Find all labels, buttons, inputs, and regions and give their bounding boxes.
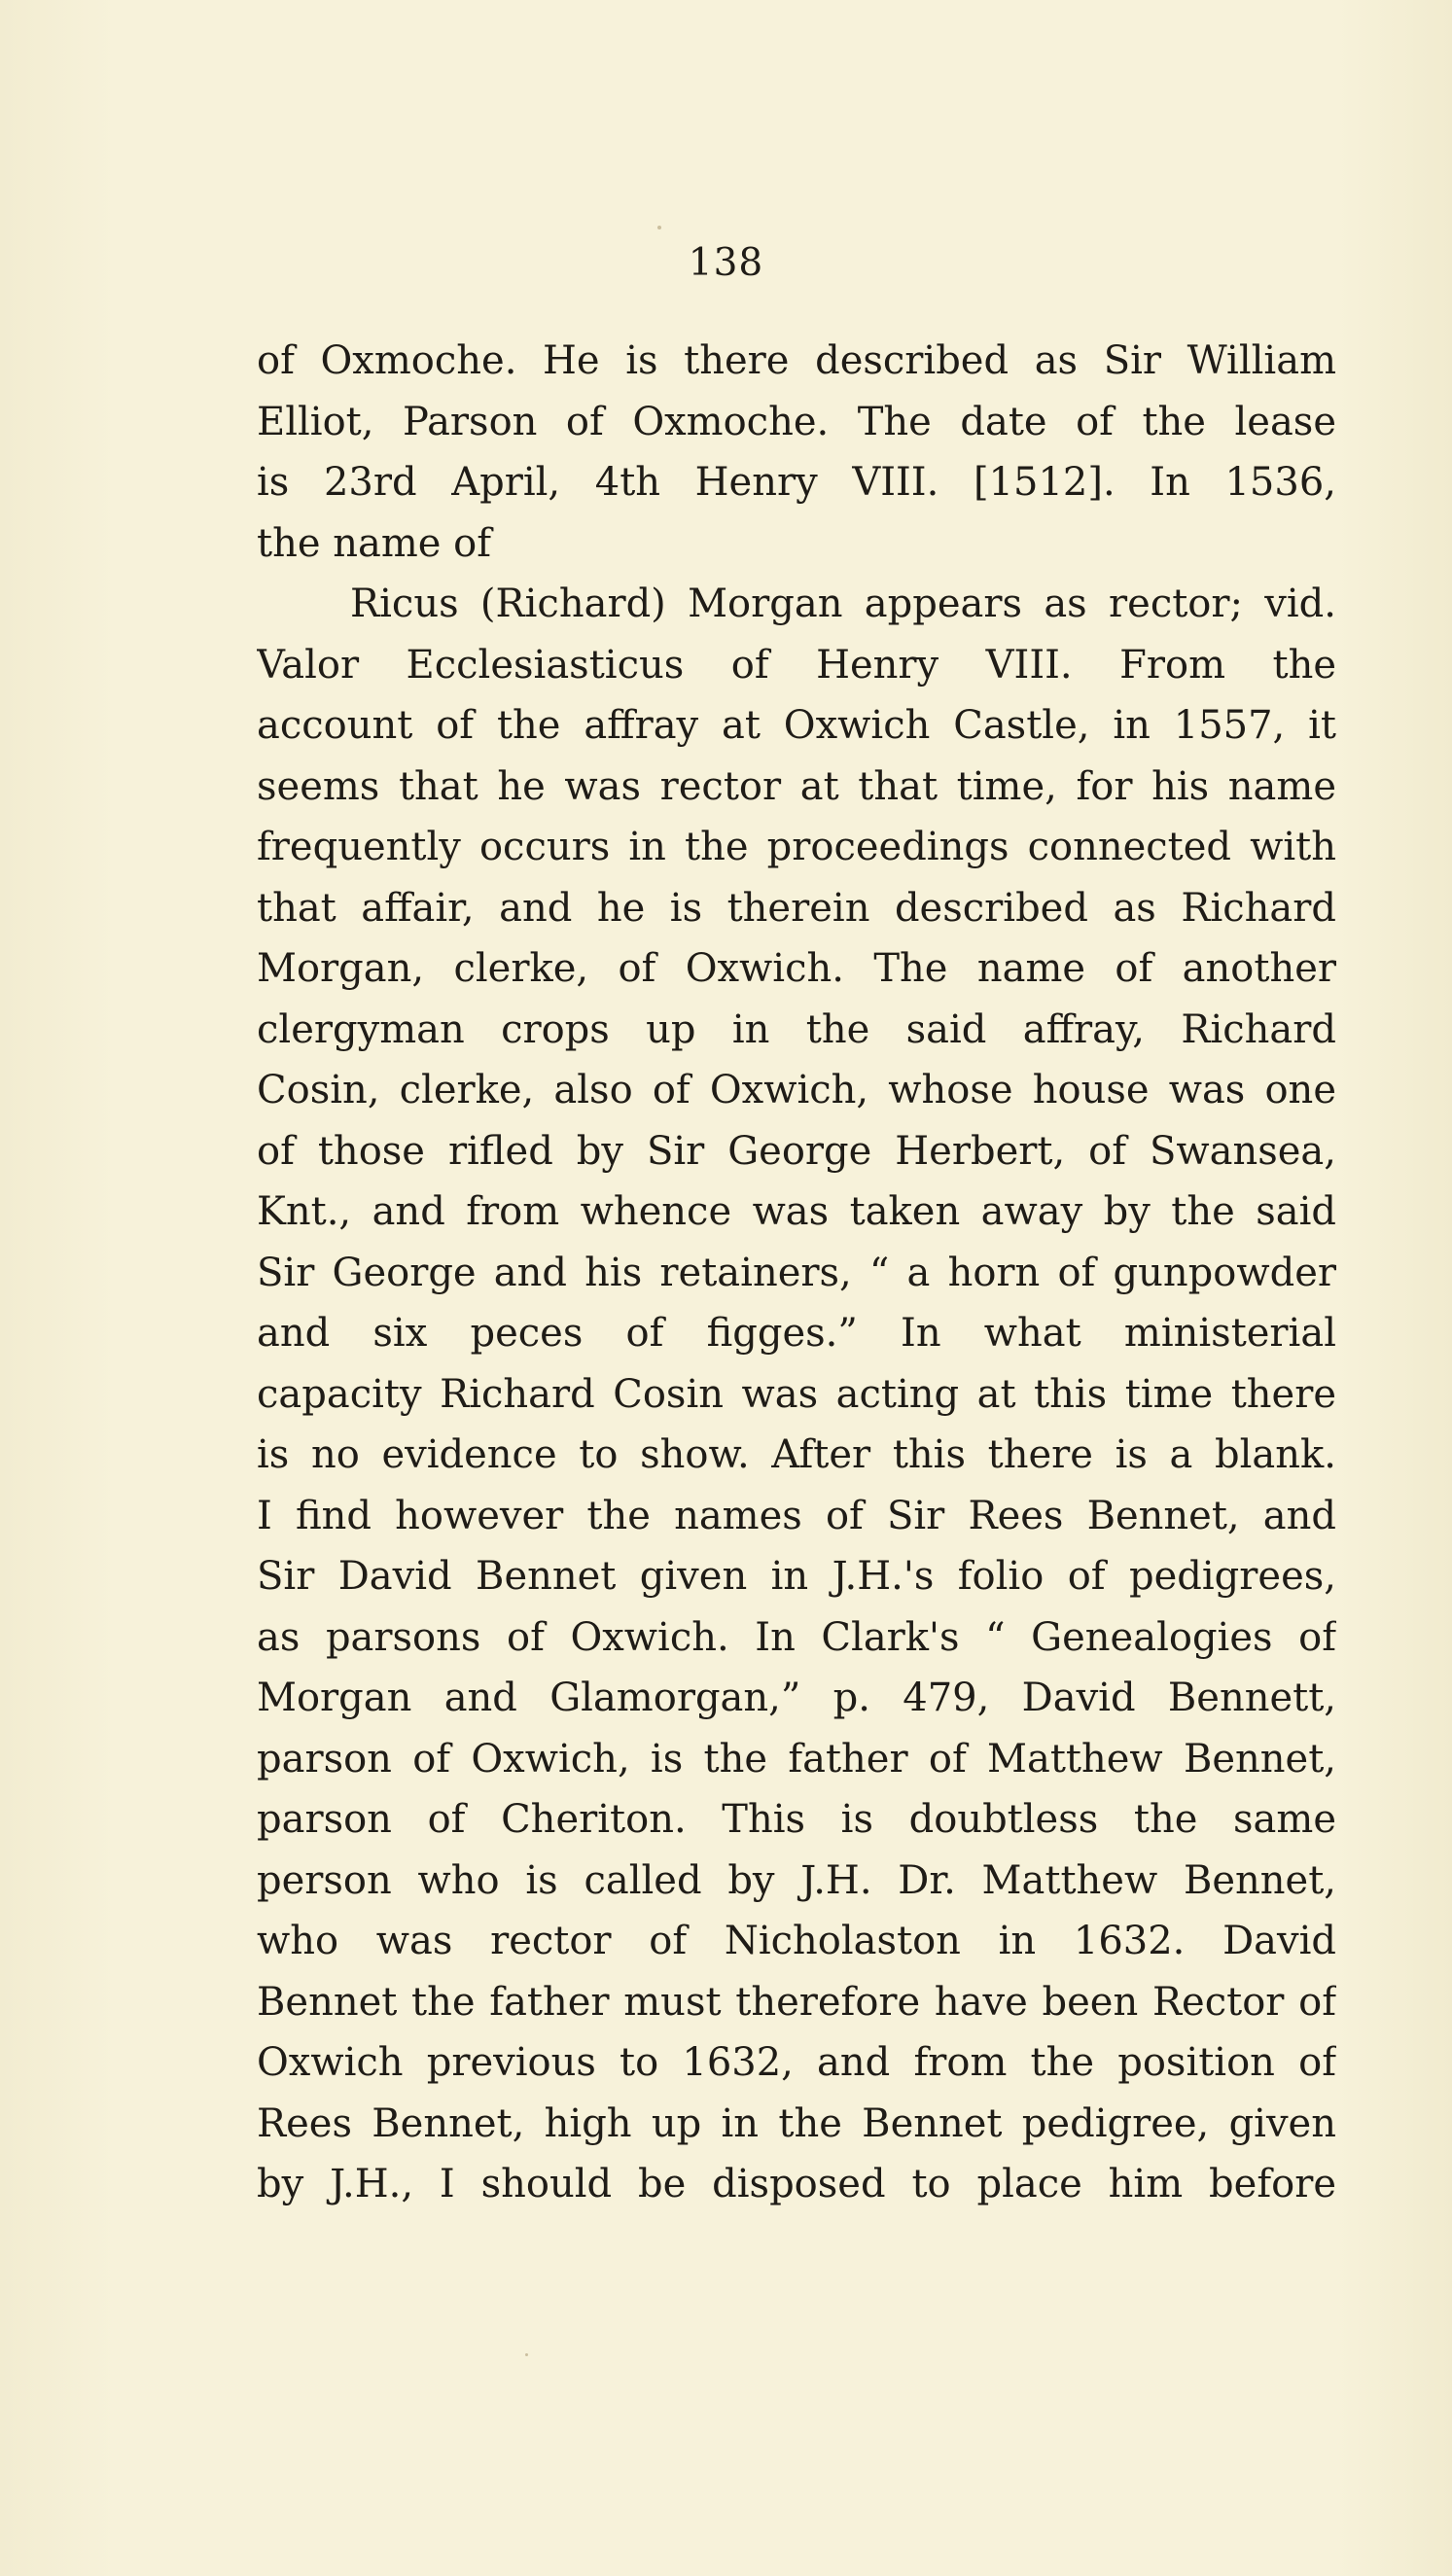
text-line: of Oxmoche. He is there described as Sir William (257, 338, 1336, 383)
text-line: Rees Bennet, high up in the Bennet pedigree, given (257, 2100, 1336, 2146)
paper-speck (525, 2353, 528, 2356)
text-line: frequently occurs in the proceedings connected with (257, 825, 1336, 869)
text-line: Knt., and from whence was taken away by the said (257, 1189, 1336, 1234)
text-line: is no evidence to show. After this there is a blank. (257, 1432, 1336, 1477)
text-line: I find however the names of Sir Rees Bennet, and (257, 1493, 1336, 1538)
text-line: clergyman crops up in the said affray, Richard (257, 1006, 1336, 1052)
text-line: Cosin, clerke, also of Oxwich, whose house was one (257, 1068, 1336, 1112)
text-line: by J.H., I should be disposed to place him before (257, 2162, 1336, 2206)
text-line: Elliot, Parson of Oxmoche. The date of the lease (257, 399, 1336, 444)
text-line: the name of (257, 520, 492, 566)
text-line: that affair, and he is therein described as Richard (257, 885, 1336, 931)
text-line: as parsons of Oxwich. In Clark's “ Genealogies of (257, 1614, 1336, 1660)
text-line: person who is called by J.H. Dr. Matthew Bennet, (257, 1857, 1336, 1903)
text-line: account of the affray at Oxwich Castle, in 1557, it (257, 703, 1336, 748)
text-line: parson of Oxwich, is the father of Matthew Bennet, (257, 1736, 1336, 1782)
text-line: Morgan and Glamorgan,” p. 479, David Bennett, (257, 1676, 1336, 1720)
text-line: capacity Richard Cosin was acting at this time there (257, 1371, 1336, 1417)
body-text (257, 331, 1336, 2215)
text-line: Morgan, clerke, of Oxwich. The name of another (257, 946, 1336, 991)
text-line: is 23rd April, 4th Henry VIII. [1512]. In 1536, (257, 460, 1336, 505)
text-line: of those rifled by Sir George Herbert, of Swansea, (257, 1128, 1336, 1174)
text-line: Oxwich previous to 1632, and from the position of (257, 2040, 1336, 2085)
text-line: Sir David Bennet given in J.H.'s folio of pedigrees, (257, 1554, 1336, 1599)
paper-speck (657, 226, 661, 229)
text-line: seems that he was rector at that time, for his name (257, 763, 1336, 809)
text-line: Bennet the father must therefore have been Rector of (257, 1979, 1336, 2025)
text-line: Ricus (Richard) Morgan appears as rector; vid. (350, 582, 1336, 626)
text-line: who was rector of Nicholaston in 1632. David (257, 1919, 1336, 1963)
text-line: parson of Cheriton. This is doubtless the same (257, 1797, 1336, 1842)
page-number: 138 (688, 241, 764, 285)
text-line: Sir George and his retainers, “ a horn of gunpowder (257, 1250, 1336, 1295)
text-line: Valor Ecclesiasticus of Henry VIII. From the (257, 642, 1336, 688)
text-line: and six peces of figges.” In what ministerial (257, 1311, 1336, 1356)
